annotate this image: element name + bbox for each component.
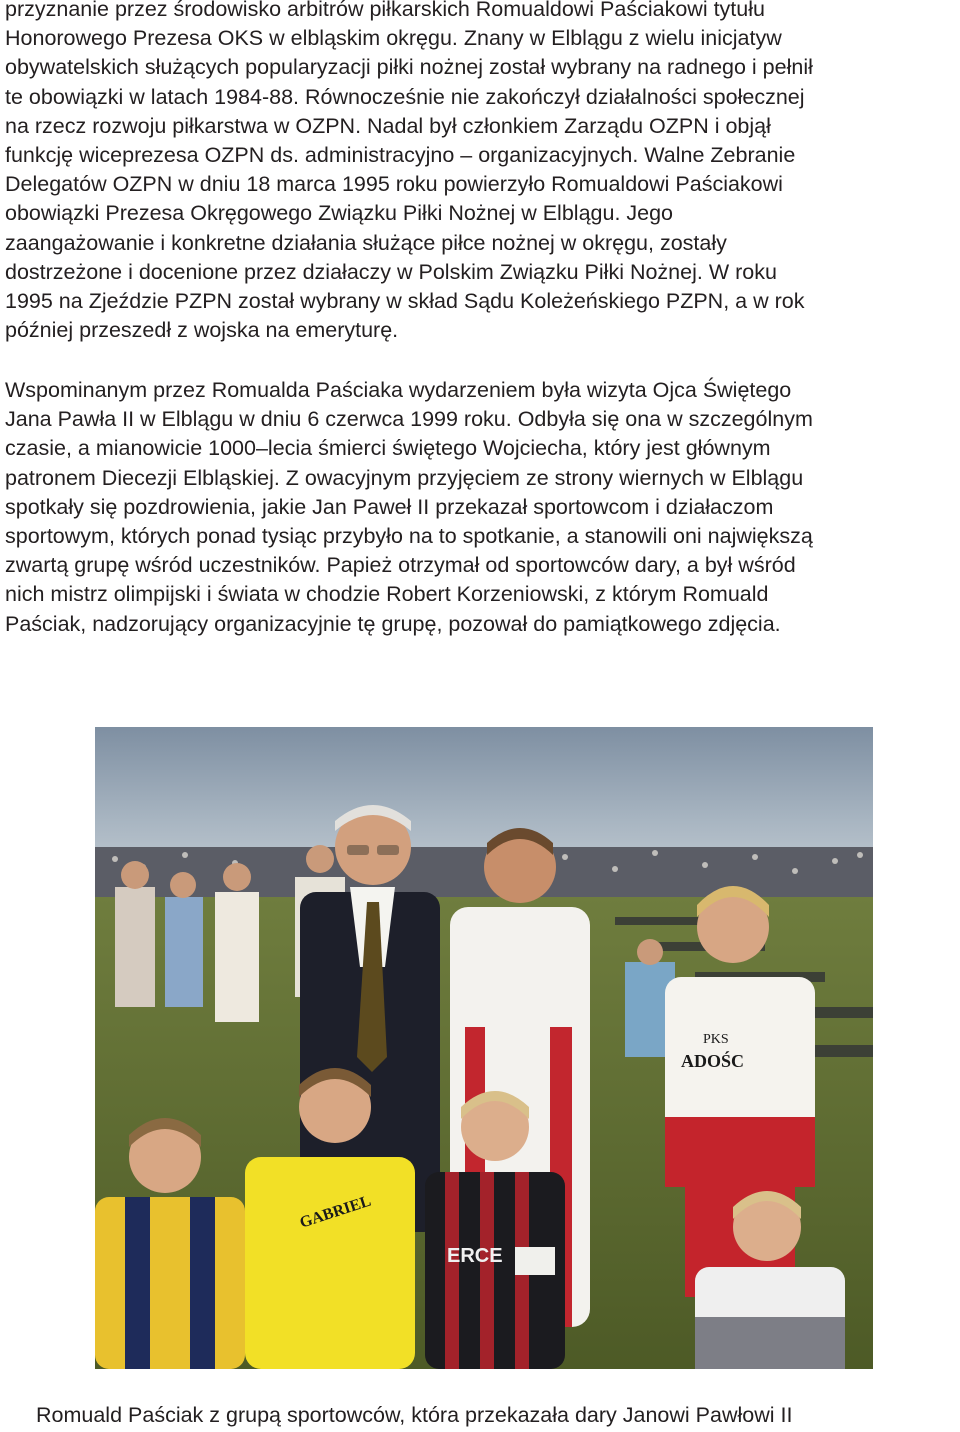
shirt-text-radosc: ADOŚC	[681, 1051, 745, 1071]
text-line: Paściak, nadzorujący organizacyjnie tę grupę, pozował do pamiątkowego zdjęcia.	[5, 611, 781, 636]
group-photo	[95, 727, 873, 1369]
text-line: sportowym, których ponad tysiąc przybyło na to spotkanie, a stanowili oni największą	[5, 524, 813, 549]
text-line: na rzecz rozwoju piłkarstwa w OZPN. Nadal był członkiem Zarządu OZPN i objął	[5, 113, 771, 138]
text-line: obowiązki Prezesa Okręgowego Związku Piłki Nożnej w Elblągu. Jego	[5, 201, 674, 226]
text-line: zaangażowanie i konkretne działania służące piłce nożnej w okręgu, zostały	[5, 230, 727, 255]
group-photo-illustration	[95, 727, 873, 1369]
text-line: przyznanie przez środowisko arbitrów piłkarskich Romualdowi Paściakowi tytułu	[5, 0, 765, 21]
text-line: te obowiązki w latach 1984-88. Równocześnie nie zakończył działalności społecznej	[5, 84, 805, 109]
text-line: spotkały się pozdrowienia, jakie Jan Paweł II przekazał sportowcom i działaczom	[5, 494, 774, 519]
text-line: Delegatów OZPN w dniu 18 marca 1995 roku powierzyło Romualdowi Paściakowi	[5, 172, 783, 197]
text-line: funkcję wiceprezesa OZPN ds. administracyjno – organizacyjnych. Walne Zebranie	[5, 143, 796, 168]
shirt-text-pks: PKS	[703, 1032, 729, 1047]
photo-caption: Romuald Paściak z grupą sportowców, która przekazała dary Janowi Pawłowi II	[36, 1403, 793, 1427]
text-line: Jana Pawła II w Elblągu w dniu 6 czerwca 1999 roku. Odbyła się ona w szczególnym	[5, 407, 813, 432]
text-line: Wspominanym przez Romualda Paściaka wydarzeniem była wizyta Ojca Świętego	[5, 378, 792, 402]
text-line: obywatelskich służących popularyzacji piłki nożnej został wybrany na radnego i pełnił	[5, 55, 813, 80]
paragraph-1	[5, 0, 960, 345]
text-line: dostrzeżone i docenione przez działaczy w Polskim Związku Piłki Nożnej. W roku	[5, 259, 777, 284]
shirt-text-serce: ERCE	[447, 1245, 503, 1267]
text-line: czasie, a mianowicie 1000–lecia śmierci świętego Wojciecha, który jest głównym	[5, 436, 771, 461]
shirt-text-gabriel: GABRIEL	[297, 1192, 374, 1232]
paragraph-2	[5, 376, 960, 639]
text-line: 1995 na Zjeździe PZPN został wybrany w skład Sądu Koleżeńskiego PZPN, a w rok	[5, 289, 805, 314]
text-line: nich mistrz olimpijski i świata w chodzie Robert Korzeniowski, z którym Romuald	[5, 582, 769, 607]
text-line: później przeszedł z wojska na emeryturę.	[5, 318, 399, 343]
text-line: Honorowego Prezesa OKS w elbląskim okręgu. Znany w Elblągu z wielu inicjatyw	[5, 26, 782, 51]
text-line: zwartą grupę wśród uczestników. Papież otrzymał od sportowców dary, a był wśród	[5, 553, 796, 578]
text-line: patronem Diecezji Elbląskiej. Z owacyjnym przyjęciem ze strony wiernych w Elblągu	[5, 465, 804, 490]
